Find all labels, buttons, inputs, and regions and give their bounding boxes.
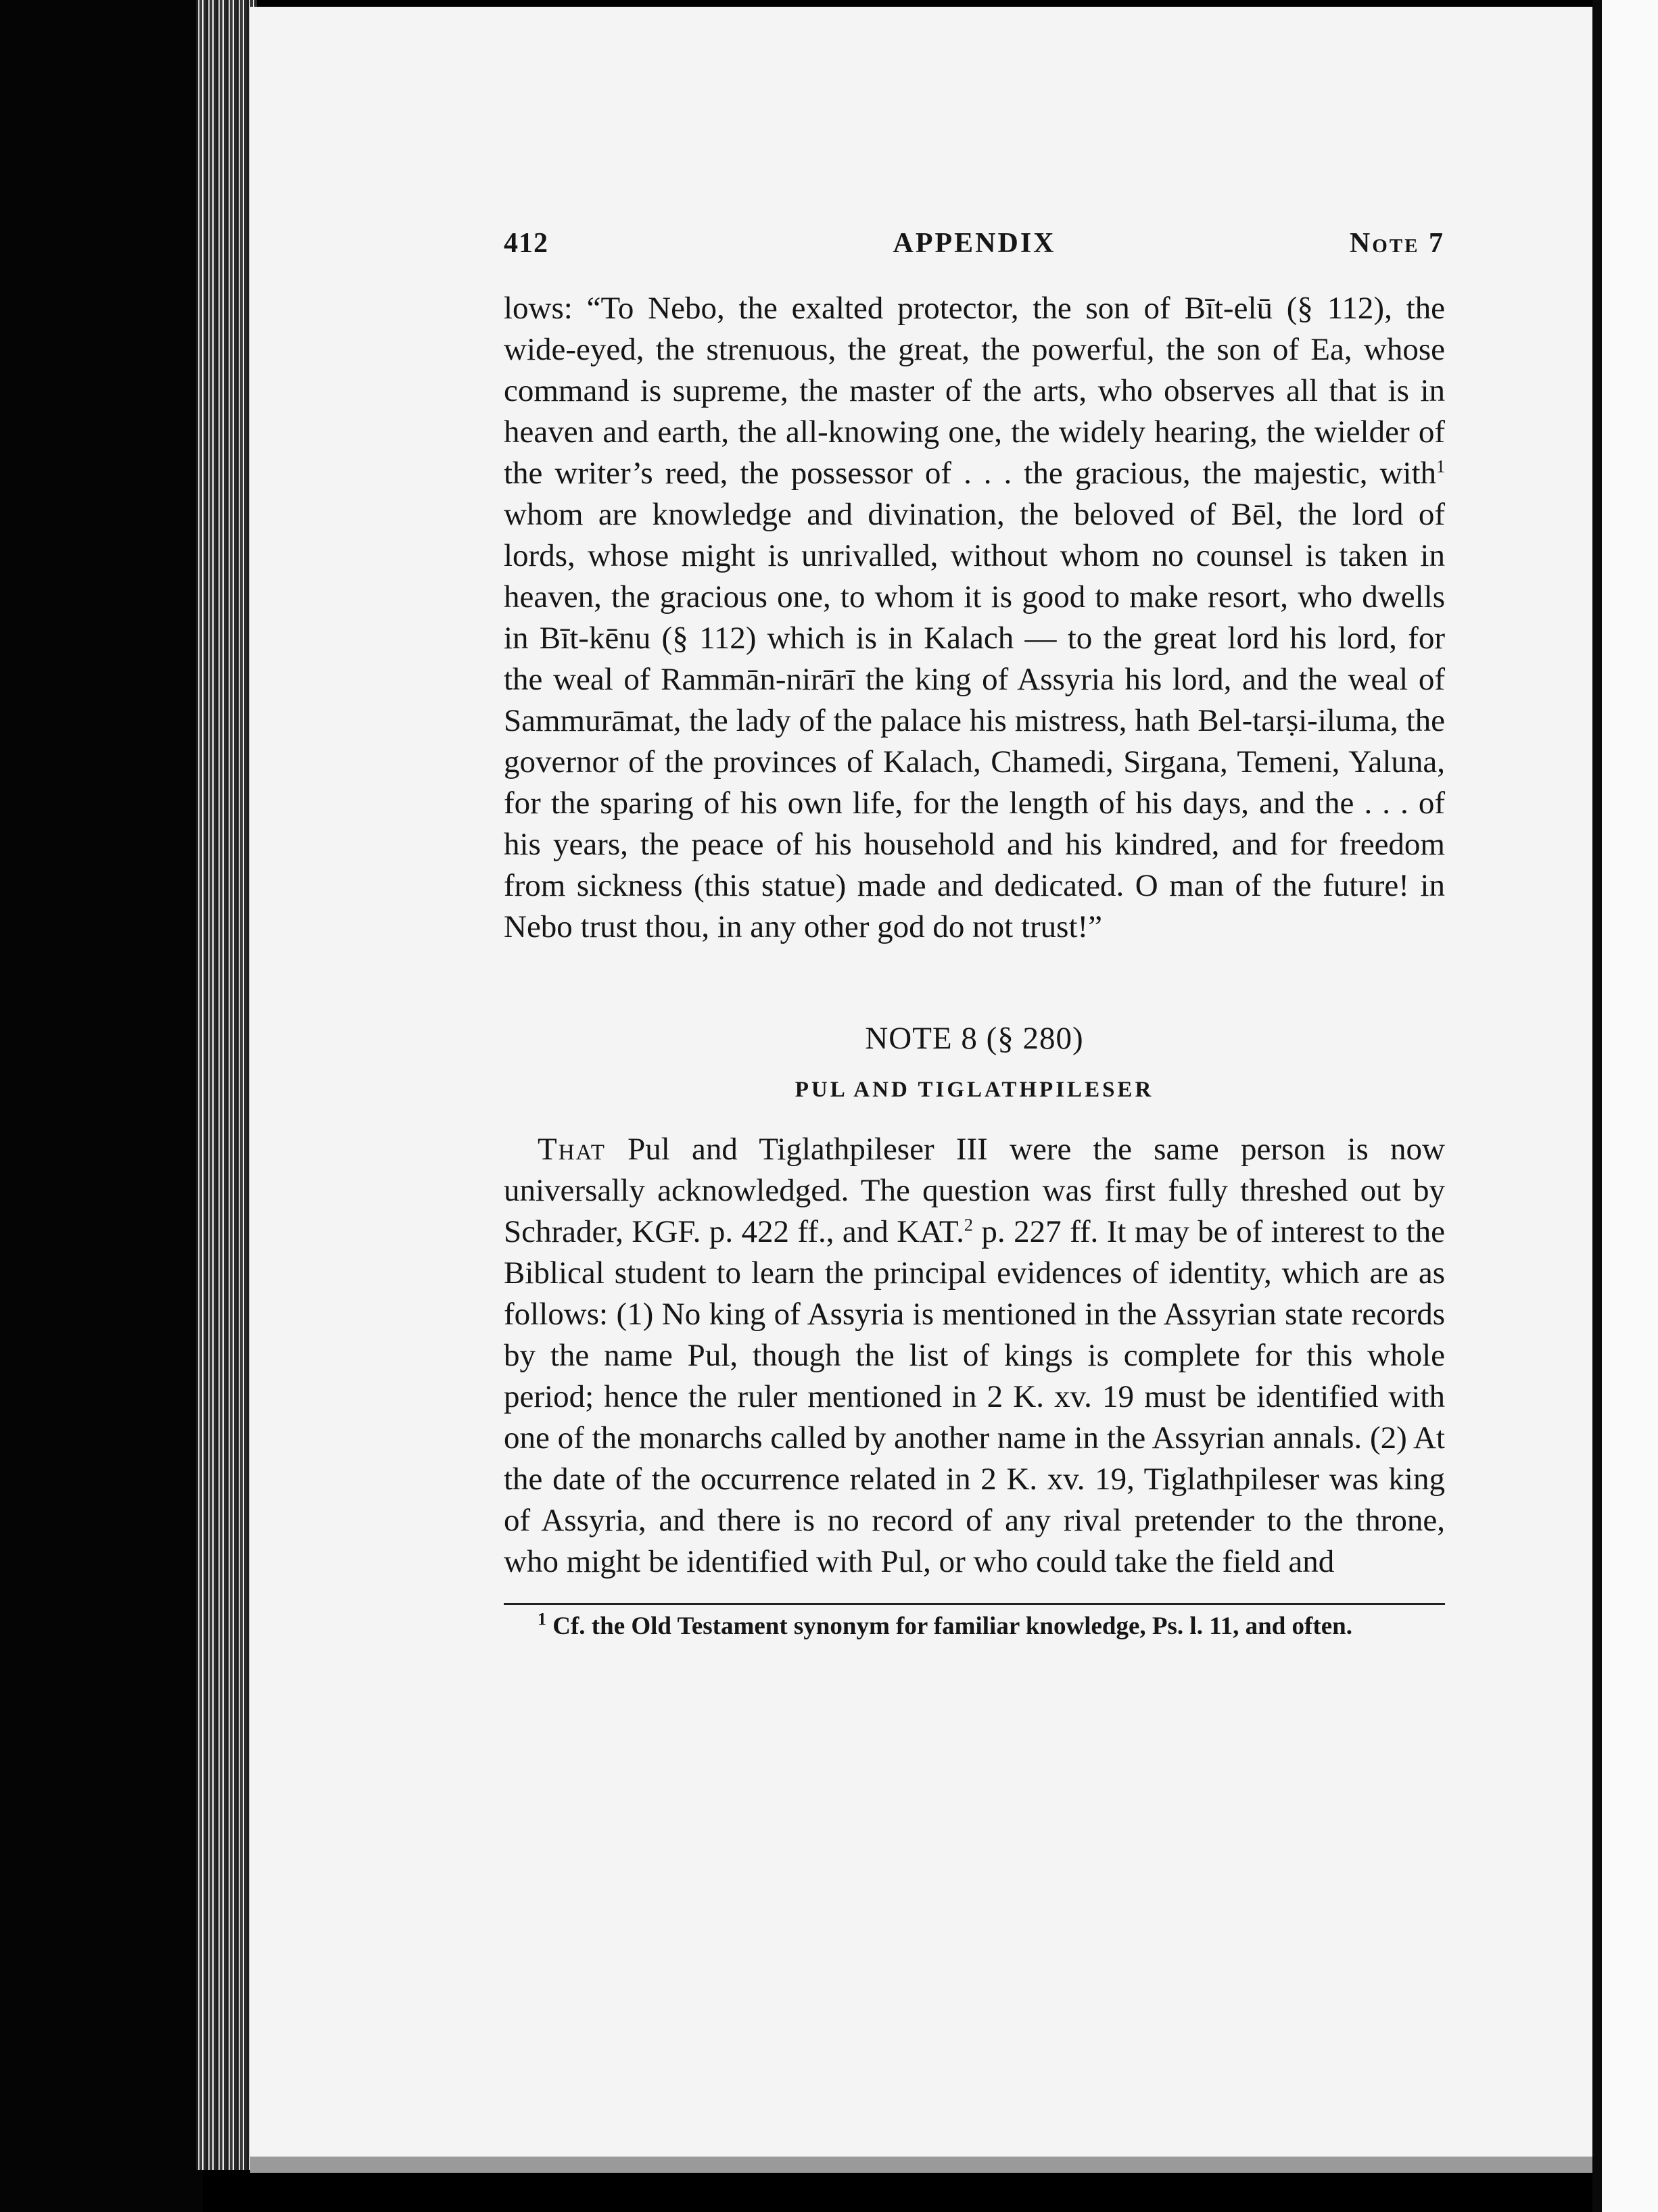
- running-header: [504, 216, 1445, 270]
- page-content: [504, 216, 1445, 1669]
- running-note-label: Note 7: [1349, 228, 1445, 259]
- section-paragraph: [504, 1129, 1445, 1583]
- section-text-a: Pul and Tiglathpileser III were the same person is now universally acknowledged. The question was first fully threshed out by Schrader, KGF. p. 422 ff., and KAT.: [504, 1132, 1445, 1249]
- footnote-reference: 1: [1436, 456, 1445, 477]
- continuation-text: lows: “To Nebo, the exalted protector, the son of Bīt-elū (§ 112), the wide-eyed, the strenuous, the great, the powerful, the son of Ea, whose command is supreme, the master of the arts, who observes all that is in heaven and earth, the all-knowing one, the widely hearing, the wielder of the writer’s reed, the possessor of . . . the gracious, the majestic, with: [504, 291, 1445, 491]
- section-text-b: p. 227 ff. It may be of interest to the Biblical student to learn the principal evidences of identity, which are as follows: (1) No king of Assyria is mentioned in the Assyrian state records by the name Pul, though the list of kings is complete for this whole period; hence the ruler mentioned in 2 K. xv. 19 must be identified with one of the monarchs called by another name in the Assyrian annals. (2) At the date of the occurrence related in 2 K. xv. 19, Tiglathpileser was king of Assyria, and there is no record of any rival pretender to the throne, who might be identified with Pul, or who could take the field and: [504, 1214, 1445, 1579]
- continuation-text-2: whom are knowledge and divination, the beloved of Bēl, the lord of lords, whose might is unrivalled, without whom no counsel is taken in heaven, the gracious one, to whom it is good to make resort, who dwells in Bīt-kēnu (§ 112) which is in Kalach — to the great lord his lord, for the weal of Rammān-nirārī the king of Assyria his lord, and the weal of Sammurāmat, the lady of the palace his mistress, hath Bel-tarṣi-iluma, the governor of the provinces of Kalach, Chamedi, Sirgana, Temeni, Yaluna, for the sparing of his own life, for the length of his days, and the . . . of his years, the peace of his household and his kindred, and for freedom from sickness (this statue) made and dedicated. O man of the future! in Nebo trust thou, in any other god do not trust!”: [504, 497, 1445, 944]
- page-number: 412: [504, 228, 548, 259]
- next-page-edge: [1592, 0, 1658, 2212]
- footnote-text: Cf. the Old Testament synonym for familiar knowledge, Ps. l. 11, and often.: [546, 1612, 1352, 1640]
- section-subheading: PUL AND TIGLATHPILESER: [795, 1078, 1154, 1102]
- page-bottom-edge: [250, 2157, 1603, 2173]
- lead-word: That: [538, 1132, 606, 1167]
- running-title: APPENDIX: [893, 228, 1056, 259]
- scan-left-margin: [0, 0, 203, 2212]
- continuation-paragraph: [504, 288, 1445, 948]
- section-heading: NOTE 8 (§ 280): [865, 1021, 1084, 1056]
- edition-superscript: 2: [964, 1215, 973, 1235]
- footnote-rule: [504, 1603, 1445, 1605]
- footnote-marker: 1: [538, 1609, 546, 1629]
- footnote: [504, 1609, 1445, 1644]
- book-binding-edge: [196, 0, 257, 2170]
